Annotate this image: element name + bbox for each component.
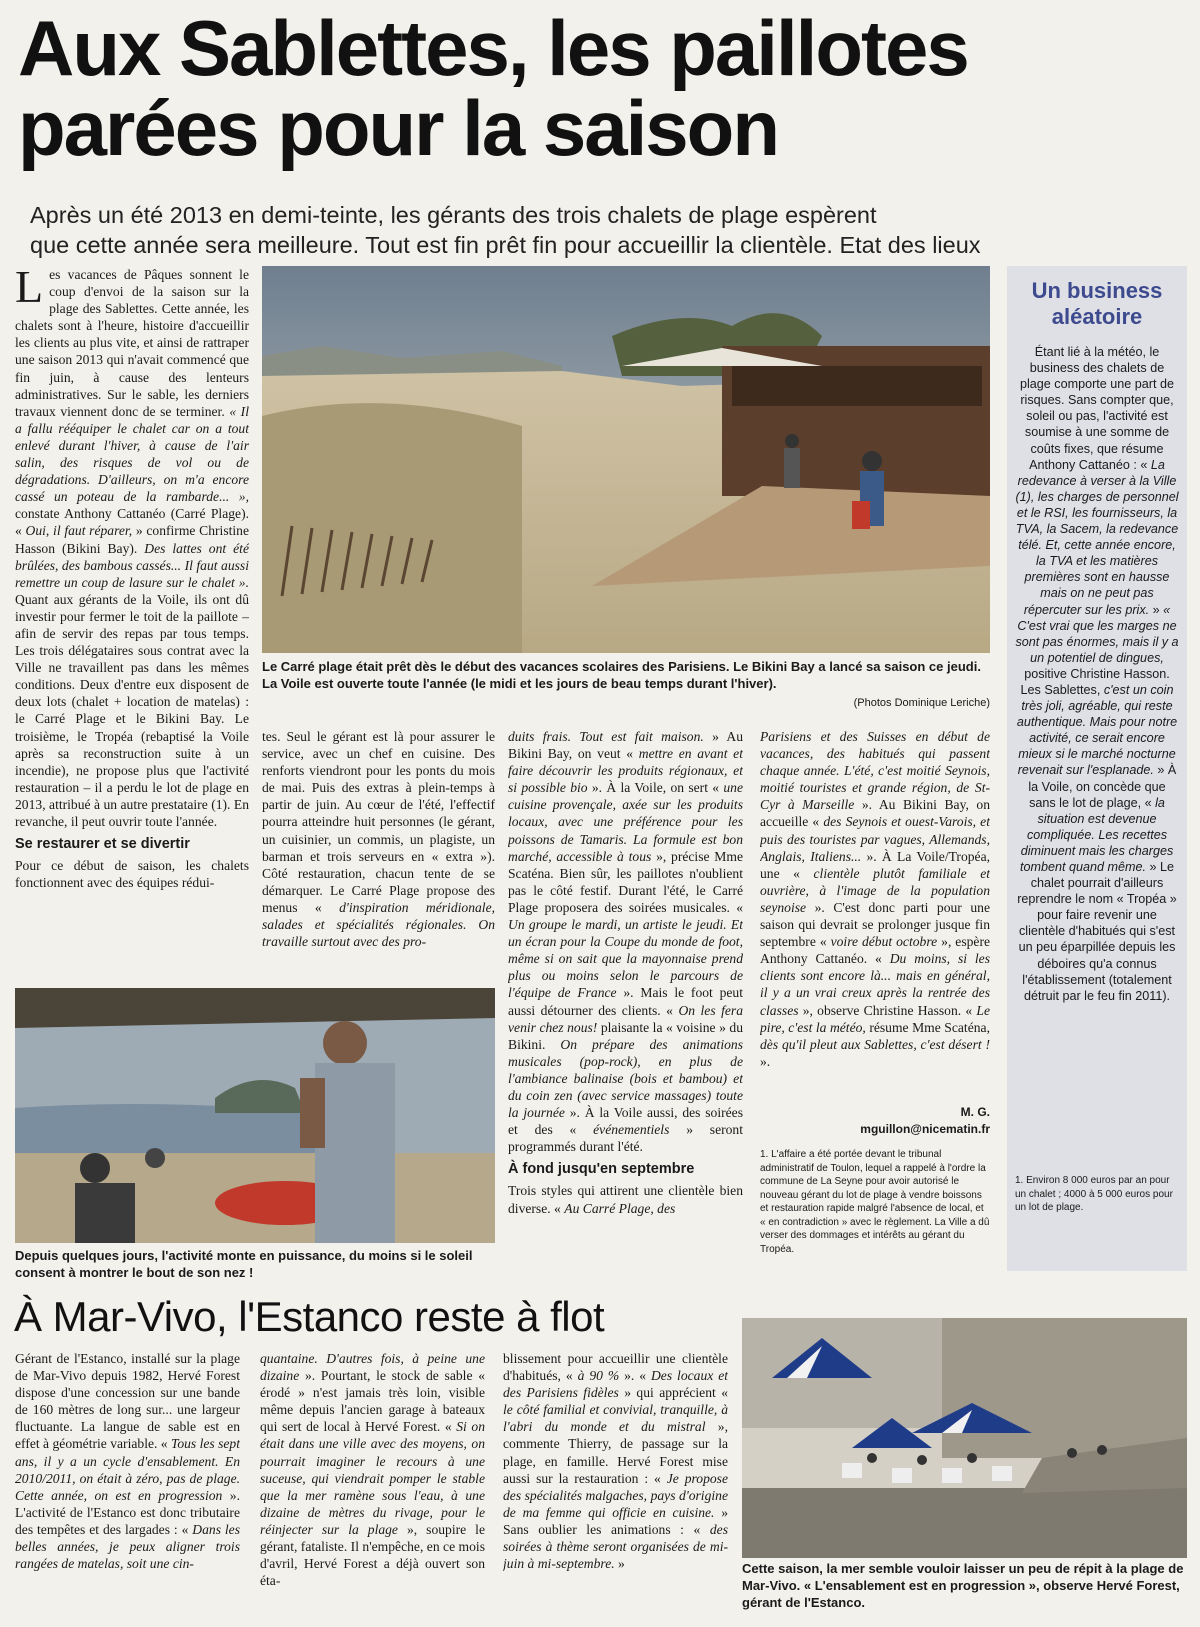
col4-quote: voire début octobre (830, 934, 938, 950)
sidebar-quote: la situation est devenue compliquée. Les recettes diminuent mais les charges tombent quand même. (1019, 795, 1174, 874)
col4-quote: Le pire, c'est la météo, (760, 1002, 990, 1035)
sidebar-text-part: Étant lié à la météo, le business des chalets de plage comporte une part de risques. Sans compter que, soleil ou pas, l'activité est soumise à une somme de coûts fixes, que résume Anthony Cattanéo : « (1019, 345, 1175, 472)
sidebar-quote: La redevance à verser à la Ville (1), les charges de personnel et le RSI, les fournisseurs, la TVA, la Sacem, la redevance télé. Et, cette année encore, la TVA et les matières premières sont en hausse mais on ne peut pas répercuter sur les prix. (1015, 457, 1179, 617)
s2-quote: Si on était dans une ville avec des moyens, on pourrait imaginer le recours à une suceuse, qui viendrait pomper le stable que la mer ramène sous l'eau, à une dizaine de mètres du rivage, pour le réinjecter sur la plage (260, 1419, 485, 1537)
subhead-a-fond: À fond jusqu'en septembre (508, 1161, 695, 1178)
sidebar-text-part: positive Christine Hasson. Les Sablettes, (1020, 666, 1170, 697)
sidebar-text-part: » À la Voile, on concède que sans le lot de plage, « (1028, 763, 1177, 810)
s2-quote: Des locaux et des Parisiens fidèles (503, 1368, 728, 1401)
s2-text: », soupire le gérant, fataliste. Il n'empêche, en ce mois d'avril, Hervé Forest a déjà ouvert son éta- (260, 1521, 485, 1589)
photo3-caption: Cette saison, la mer semble vouloir laisser un peu de répit à la plage de Mar-Vivo. « L'ensablement est en progression », observe Hervé Forest, gérant de l'Estanco. (742, 1561, 1184, 1610)
col3-quote: Au Carré Plage, des (564, 1200, 676, 1216)
col4-text: ». À La Voile/Tropéa, une « (760, 848, 990, 881)
col1-quote: « Il a fallu rééquiper le chalet car on a tout enlevé durant l'hiver, à cause de l'air salin, des risques de vol ou de dégradations. D'ailleurs, on m'a encore cassé un poteau de la rambarde... », (15, 403, 249, 505)
photo-credit: (Photos Dominique Leriche) (853, 697, 990, 709)
s2-quote: quantaine. D'autres fois, à peine une dizaine (260, 1351, 485, 1384)
sidebar-footnote: 1. Environ 8 000 euros par an pour un chalet ; 4000 à 5 000 euros pour un lot de plage. (1015, 1175, 1173, 1213)
s2-text: ». « (624, 1368, 647, 1384)
standfirst-line-1: Après un été 2013 en demi-teinte, les gérants des trois chalets de plage espèrent (30, 202, 877, 228)
col3-quote: mettre en avant et faire découvrir les produits régionaux, et si possible bio (508, 746, 743, 796)
sidebar-title-line-2: aléatoire (1051, 304, 1143, 329)
author-initials: M. G. (960, 1105, 990, 1119)
photo1-caption: Le Carré plage était prêt dès le début des vacances scolaires des Parisiens. Le Bikini Bay a lancé sa saison ce jeudi. La Voile est ouverte toute l'année (le midi et les jours de beau temps durant l'hiver). (262, 659, 981, 691)
s2-text: ». L'activité de l'Estanco est donc tributaire des tempêtes et des largades : « (15, 1487, 240, 1537)
section2-headline: À Mar-Vivo, l'Estanco reste à flot (14, 1293, 605, 1340)
article-footnote: 1. L'affaire a été portée devant le tribunal administratif de Toulon, lequel a rappelé à l'ordre la commune de La Seyne pour avoir autorisé le nouveau gérant du lot de plage à vendre boissons et restauration rapide malgré l'absence de local, et « en contradiction » avec le règlement. La Ville a dû verser des dommages et intérêts au gérant du Tropéa. (760, 1149, 990, 1255)
drop-cap: L (15, 266, 44, 312)
col1-text: Quant aux gérants de la Voile, ils ont dû investir pour fermer le toit de la paillote – afin de servir des repas par tous temps. Les trois délégataires sous contrat avec la Ville ne travaillent pas dans les mêmes conditions. Deux d'entre eux disposent de deux lots (chalet + location de matelas) : le Carré Plage et le Bikini Bay. Le troisième, le Tropéa (rebaptisé la Voile après sa reconstruction suite à un incendie), ne propose plus que l'activité restauration – il a perdu le lot de plage en 2013, attribué à un autre prestataire (1). En revanche, il peut ouvrir toute l'année. (15, 591, 249, 829)
s2-quote: Je propose des spécialités malgaches, pays d'origine de ma femme qui officie en cuisine. (503, 1470, 728, 1520)
col2-text: tes. Seul le gérant est là pour assurer le service, avec un chef en cuisine. Des renforts viendront pour les ponts du mois de mai. Puis des extras à plein-temps à partir de juin. Au cœur de l'été, l'effectif pourra atteindre huit personnes (le gérant, un cuisinier, un commis, un plagiste, un barman et trois serveurs en « extra »). Côté restauration, chacun tente de se démarquer. Le Carré Plage propose des menus « (262, 729, 495, 915)
photo-terrace (15, 988, 495, 1243)
sidebar-text-part: » (1152, 602, 1160, 617)
col3-text: », précise Mme Scaténa. Bien sûr, les paillotes n'oublient pas le côté festif. Durant l'été, le Carré Plage proposera des soirées musicales. « (508, 848, 743, 915)
article-column-4 (760, 728, 990, 1098)
col4-quote: Du moins, si les clients sont encore là... mais en général, il y a un vrai creux après la rentrée des classes (760, 951, 990, 1018)
article-column-1 (15, 266, 249, 946)
col3-quote: On prépare des animations musicales (pop-rock), en plus de l'ambiance balinaise (bois et bambou) et du coin zen (avec service massages) toute la journée (508, 1036, 743, 1121)
col1-paragraph: es vacances de Pâques sonnent le coup d'envoi de la saison sur la plage des Sablettes. Cette année, les chalets sont à l'heure, histoire d'accueillir les clients au plus vite, et ainsi de rattraper une saison 2013 qui n'avait commencé que fin juin, à cause des lenteurs administratives. Sur le sable, les derniers travaux viennent donc de se terminer. (15, 267, 249, 419)
photo-carre-plage (262, 266, 990, 653)
s2-quote: le côté familial et convivial, tranquille, à l'abri du monde et du mistral (503, 1402, 728, 1435)
s2-quote: Dans les belles années, je peux aligner trois rangées de matelas, soit une cin- (15, 1521, 240, 1572)
col3-text: ». À la Voile aussi, des soirées et des « (508, 1105, 743, 1138)
col4-text: ». (760, 1053, 771, 1069)
standfirst-line-2: que cette année sera meilleure. Tout est fin prêt fin pour accueillir la clientèle. Etat des lieux (30, 232, 981, 258)
photo2-caption: Depuis quelques jours, l'activité monte en puissance, du moins si le soleil consent à montrer le bout de son nez ! (15, 1248, 473, 1280)
col1-text: constate Anthony Cattanéo (Carré Plage). « (15, 506, 249, 539)
col2-quote: d'inspiration méridionale, salades et spécialités régionales. On travaille surtout avec des pro- (262, 899, 495, 950)
col3-quote: Un groupe le mardi, un artiste le jeudi. Et un écran pour la Coupe du monde de foot, même si on sait que la mayonnaise prend plus ou moins selon le parcours de l'équipe de France (508, 917, 743, 1001)
col1-text: Pour ce début de saison, les chalets fonctionnent avec des équipes rédui- (15, 858, 249, 891)
headline-line-1: Aux Sablettes, les paillotes (18, 4, 968, 92)
col3-text: » seront programmés durant l'été. (508, 1122, 743, 1155)
s2-text: » Sans oublier les animations : « (503, 1504, 728, 1537)
col4-text: », observe Christine Hasson. « (802, 1002, 973, 1018)
col4-quote: des Seynois et ouest-Varois, et puis des touristes par vagues, Allemands, Anglais, Italiens... (760, 814, 990, 864)
section2-column-a (15, 1350, 240, 1625)
s2-text: » qui apprécient « (624, 1385, 728, 1401)
headline-line-2: parées pour la saison (18, 84, 778, 172)
sidebar-title (1015, 278, 1179, 330)
col3-text: Trois styles qui attirent une clientèle bien diverse. « (508, 1183, 743, 1216)
standfirst (30, 200, 1170, 260)
col3-text: plaisante la « voisine » du Bikini. (508, 1019, 743, 1052)
article-column-2 (262, 728, 495, 973)
col4-quote: dès qu'il pleut aux Sablettes, c'est désert ! (760, 1036, 990, 1052)
col4-text: ». C'est donc parti pour une saison qui devrait se prolonger jusque fin septembre « (760, 899, 990, 950)
s2-text: blissement pour accueillir une clientèle d'habitués, « (503, 1351, 728, 1384)
s2-text: Gérant de l'Estanco, installé sur la plage de Mar-Vivo depuis 1982, Hervé Forest dispose d'une concession sur une bande de 160 mètres de long sur... une largeur fluctuante. La langue de sable est en effet à géométrie variable. « (15, 1351, 240, 1452)
sidebar-quote: « C'est vrai que les marges ne sont pas énormes, mais il y a un potentiel de dingues, (1015, 602, 1179, 665)
col3-text: ». À la Voile, on sert « (591, 780, 720, 796)
col4-quote: Parisiens et des Suisses en début de vacances, des habitués qui passent chaque année. L'été, c'est moitié Seynois, moitié touristes et grande région, de St-Cyr à Marseille (760, 729, 990, 813)
col1-quote: Oui, il faut réparer, (25, 523, 133, 539)
beach-scene-image (262, 266, 990, 653)
terrace-scene-image (15, 988, 495, 1243)
s2-text: ». Pourtant, le stock de sable « érodé » n'est jamais très loin, visible même depuis l'ancien garage à bateaux qui sert de local à Hervé Forest. « (260, 1368, 485, 1435)
sidebar-text (1015, 344, 1179, 1164)
estanco-scene-image (742, 1318, 1187, 1558)
col3-quote: On les fera venir chez nous! (508, 1002, 743, 1035)
sidebar-title-line-1: Un business (1031, 278, 1163, 303)
col4-text: », espère Anthony Cattanéo. « (760, 934, 990, 967)
s2-text: », commente Thierry, de passage sur la plage, en famille. Hervé Forest mise aussi sur la restauration : « (503, 1419, 728, 1486)
photo-estanco (742, 1318, 1187, 1558)
col3-quote: événementiels (593, 1122, 670, 1138)
author-email: mguillon@nicematin.fr (860, 1122, 990, 1136)
s2-text: » (618, 1556, 625, 1572)
s2-quote: des soirées à thème seront organisées de mi-juin à mi-septembre. (503, 1521, 728, 1572)
sidebar-box (1007, 266, 1187, 1271)
col3-quote: duits frais. Tout est fait maison. (508, 729, 704, 744)
s2-quote: Tous les sept ans, il y a un cycle d'ensablement. En 2010/2011, on était à zéro, pas de plage. Cette année, on est en progression (15, 1436, 240, 1503)
col4-text: résume Mme Scaténa, (869, 1019, 990, 1035)
s2-quote: à 90 % (577, 1368, 620, 1384)
sidebar-text-part: » Le chalet pourrait d'ailleurs reprendre le nom « Tropéa » pour faire revenir une clientèle d'habitués qui s'est un peu éparpillée depuis les déboires qu'a connus l'établissement (totalement détruit par le feu fin 2011). (1017, 860, 1177, 1003)
col3-text: » Au Bikini Bay, on veut « (508, 729, 743, 762)
headline (18, 4, 1188, 172)
col4-quote: clientèle plutôt familiale et ouvrière, à l'image de la population seynoise (760, 865, 990, 915)
col3-text: ». Mais le foot peut aussi détourner des clients. « (508, 985, 743, 1018)
col3-quote: une cuisine provençale, axée sur les produits locaux, avec une préférence pour les poissons de Tamaris. La formule est bon marché, accessible à tous (508, 780, 743, 864)
col1-text: » confirme Christine Hasson (Bikini Bay). (15, 523, 249, 556)
col4-text: ». Au Bikini Bay, on accueille « (760, 797, 990, 830)
col1-quote: Des lattes ont été brûlées, des bambous cassés... Il faut aussi remettre un coup de lasure sur le chalet ». (15, 540, 249, 590)
section2-column-b (260, 1350, 485, 1625)
section2-column-c (503, 1350, 728, 1625)
sidebar-quote: c'est un coin très joli, agréable, qui reste authentique. Mais pour notre activité, ce serait encore mieux si le marché nocturne revenait sur l'esplanade. (1016, 682, 1178, 778)
article-column-3 (508, 728, 743, 1280)
subhead-se-restaurer: Se restaurer et se divertir (15, 836, 190, 853)
